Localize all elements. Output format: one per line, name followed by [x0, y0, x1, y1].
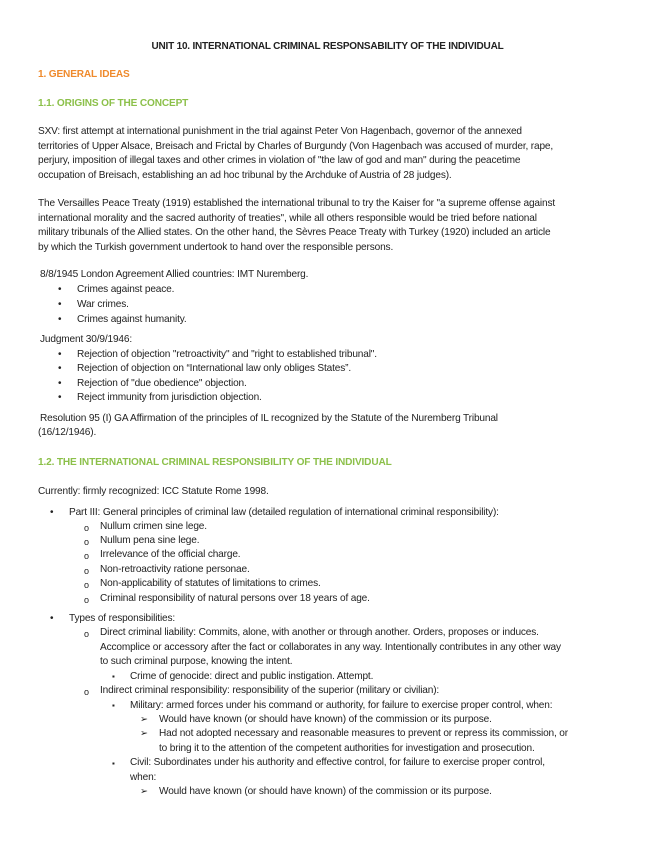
currently-line: Currently: firmly recognized: ICC Statute Rome 1998. [38, 486, 269, 497]
bullet-disc: • [58, 363, 62, 374]
bullet-circle: o [84, 687, 90, 697]
direct-liability-line: to such criminal purpose, knowing the intent. [100, 656, 293, 667]
text-line: SXV: first attempt at international punishment in the trial against Peter Von Hagenbach, governor of the annexed [38, 126, 522, 137]
bullet-circle: o [84, 580, 90, 590]
page-title: UNIT 10. INTERNATIONAL CRIMINAL RESPONSABILITY OF THE INDIVIDUAL [151, 41, 504, 52]
judgment-label: Judgment 30/9/1946: [40, 334, 132, 345]
direct-liability-line: Accomplice or accessory after the fact or collaborates in any way. Intentionally contributes in any other way [100, 642, 561, 653]
bullet-disc: • [58, 314, 62, 325]
arrow-bullet-icon: ➢ [140, 714, 148, 725]
bullet-circle: o [84, 566, 90, 576]
indirect-responsibility-line: Indirect criminal responsibility: responsibility of the superior (military or civilian): [100, 685, 440, 696]
list-item: Non-retroactivity ratione personae. [100, 564, 250, 575]
list-item: Crimes against peace. [77, 284, 175, 295]
genocide-line: Crime of genocide: direct and public instigation. Attempt. [130, 671, 374, 682]
bullet-disc: • [58, 284, 62, 295]
bullet-circle: o [84, 629, 90, 639]
list-item: Crimes against humanity. [77, 314, 187, 325]
list-item: Irrelevance of the official charge. [100, 549, 241, 560]
bullet-disc: • [58, 392, 62, 403]
types-label: Types of responsibilities: [69, 613, 176, 624]
bullet-disc: • [58, 378, 62, 389]
part-iii-label: Part III: General principles of criminal law (detailed regulation of international criminal responsibility): [69, 507, 499, 518]
bullet-square: ▪ [112, 701, 115, 710]
bullet-circle: o [84, 595, 90, 605]
heading-individual-responsibility: 1.2. THE INTERNATIONAL CRIMINAL RESPONSIBILITY OF THE INDIVIDUAL [38, 457, 392, 468]
list-item: Criminal responsibility of natural persons over 18 years of age. [100, 593, 370, 604]
list-item: Reject immunity from jurisdiction objection. [77, 392, 262, 403]
list-item: Non-applicability of statutes of limitations to crimes. [100, 578, 321, 589]
military-sub-line: to bring it to the attention of the competent authorities for investigation and prosecution. [159, 743, 535, 754]
bullet-disc: • [50, 507, 54, 518]
text-line: occupation of Breisach, establishing an ad hoc tribunal by the Archduke of Austria of 28 judges). [38, 169, 452, 181]
resolution-line: Resolution 95 (I) GA Affirmation of the principles of IL recognized by the Statute of the Nuremberg Tribunal [40, 413, 498, 424]
list-item: Nullum crimen sine lege. [100, 521, 207, 532]
bullet-circle: o [84, 523, 90, 533]
list-item: Nullum pena sine lege. [100, 535, 200, 546]
arrow-bullet-icon: ➢ [140, 728, 148, 739]
paragraph-versailles [38, 197, 618, 255]
list-item: Rejection of objection on “International law only obliges States”. [77, 363, 352, 374]
military-sub-line: Had not adopted necessary and reasonable measures to prevent or repress its commission, or [159, 728, 568, 739]
heading-general-ideas: 1. GENERAL IDEAS [38, 69, 130, 80]
bullet-circle: o [84, 537, 90, 547]
text-line: international morality and the sacred authority of treaties", while all others responsible would be tried before national [38, 212, 537, 224]
bullet-circle: o [84, 551, 90, 561]
military-line: Military: armed forces under his command or authority, for failure to exercise proper control, when: [130, 700, 553, 711]
military-sub-line: Would have known (or should have known) of the commission or its purpose. [159, 714, 492, 725]
list-item: Rejection of "due obedience" objection. [77, 378, 247, 389]
list-item: War crimes. [77, 299, 129, 310]
text-line: perjury, imposition of illegal taxes and other crimes in violation of "the law of god and man" during the peacetime [38, 155, 521, 167]
london-agreement-label: 8/8/1945 London Agreement Allied countries: IMT Nuremberg. [40, 269, 309, 280]
civil-sub-line: Would have known (or should have known) of the commission or its purpose. [159, 786, 492, 797]
bullet-disc: • [58, 299, 62, 310]
direct-liability-line: Direct criminal liability: Commits, alone, with another or through another. Orders, proposes or induces. [100, 627, 539, 638]
civil-line: when: [130, 772, 157, 783]
heading-origins: 1.1. ORIGINS OF THE CONCEPT [38, 98, 189, 109]
bullet-square: ▪ [112, 672, 115, 681]
civil-line: Civil: Subordinates under his authority and effective control, for failure to exercise proper control, [130, 757, 545, 768]
resolution-line: (16/12/1946). [38, 427, 97, 438]
text-line: military tribunals of the Allied states. On the other hand, the Sèvres Peace Treaty with Turkey (1920) included an article [38, 227, 551, 239]
list-item: Rejection of objection "retroactivity" and "right to established tribunal". [77, 349, 377, 360]
bullet-disc: • [58, 349, 62, 360]
bullet-square: ▪ [112, 759, 115, 768]
arrow-bullet-icon: ➢ [140, 786, 148, 797]
bullet-disc: • [50, 613, 54, 624]
text-line: by which the Turkish government undertook to hand over the responsible persons. [38, 241, 394, 253]
paragraph-sxv [38, 125, 618, 183]
text-line: The Versailles Peace Treaty (1919) established the international tribunal to try the Kaiser for "a supreme offense against [38, 198, 556, 209]
text-line: territories of Upper Alsace, Breisach and Frictal by Charles of Burgundy (Von Hagenbach was accused of murder, rape, [38, 140, 554, 152]
